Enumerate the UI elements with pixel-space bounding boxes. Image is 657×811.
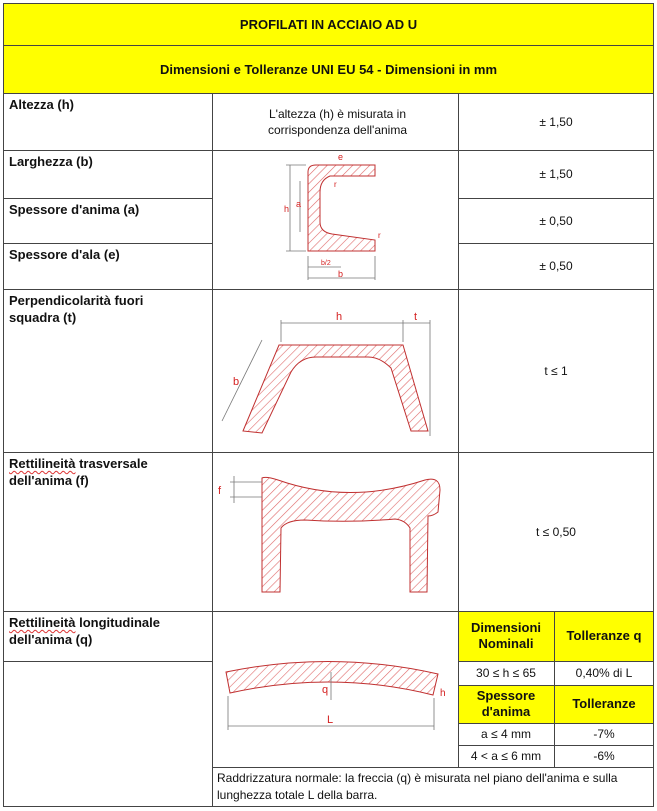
value-larghezza: ± 1,50 [539,167,573,181]
dim-label-r: r [378,231,381,240]
value-altezza: ± 1,50 [539,114,573,129]
value-perpendicolarita: t ≤ 1 [544,363,568,378]
value-rettilineita-trasversale: t ≤ 0,50 [536,524,576,539]
subtable-cell: -6% [593,749,615,763]
transverse-diagram [218,476,440,592]
dim-label-r: r [334,180,337,189]
dim-label-h: h [336,311,343,323]
label-spessore-ala: Spessore d'ala (e) [9,247,120,262]
subtable-cell: 0,40% di L [575,666,633,680]
spellcheck-word: Rettilineità [9,456,76,471]
dim-label-b: b [338,269,344,279]
label-rest: longitudinale dell'anima (q) [9,615,160,647]
subtable-cell: 30 ≤ h ≤ 65 [476,666,536,680]
value-spessore-ala: ± 0,50 [539,259,573,273]
table-title: PROFILATI IN ACCIAIO AD U [3,3,654,45]
dim-label-h: h [440,688,446,699]
label-rest: trasversale dell'anima (f) [9,456,148,488]
u-section-shape [308,165,375,251]
label-altezza: Altezza (h) [9,97,74,112]
label-perpendicolarita: Perpendicolarità fuori squadra (t) [9,293,144,325]
label-larghezza: Larghezza (b) [9,154,93,169]
profile-shape [243,345,428,433]
profile-shape [262,477,440,592]
label-spessore-anima: Spessore d'anima (a) [9,202,140,217]
footnote: Raddrizzatura normale: la freccia (q) è misurata nel piano dell'anima e sulla lunghezza totale L della barra. [217,771,618,802]
altezza-note: L'altezza (h) è misurata in corrispondenza dell'anima [267,106,408,137]
dim-label-L: L [327,714,334,726]
dim-label-e: e [338,152,344,162]
dim-label-a: a [296,199,302,209]
subtable-cell: -7% [593,727,615,741]
dim-label-t: t [414,311,418,323]
u-section-diagram [284,152,381,280]
subtable-header-tolleranze: Tolleranze [554,685,654,723]
dim-label-b: b [233,376,240,388]
subtable-cell: 4 < a ≤ 6 mm [470,749,542,763]
subtable-header-tolleranze-q: Tolleranze q [554,611,654,661]
dim-label-h: h [284,204,290,214]
dim-label-b2: b/2 [321,260,331,267]
value-spessore-anima: ± 0,50 [539,213,573,228]
subtable-header-dimensioni: Dimensioni Nominali [458,611,554,661]
bar-shape [226,661,438,695]
table-subtitle: Dimensioni e Tolleranze UNI EU 54 - Dimensioni in mm [3,45,654,93]
dim-label-f: f [218,485,222,497]
subtable-header-spessore: Spessore d'anima [458,685,554,723]
dim-label-q: q [322,684,329,696]
longitudinal-diagram [226,661,446,730]
perpendicularity-diagram [222,311,430,436]
subtable-cell: a ≤ 4 mm [481,727,531,741]
spellcheck-word: Rettilineità [9,615,76,630]
